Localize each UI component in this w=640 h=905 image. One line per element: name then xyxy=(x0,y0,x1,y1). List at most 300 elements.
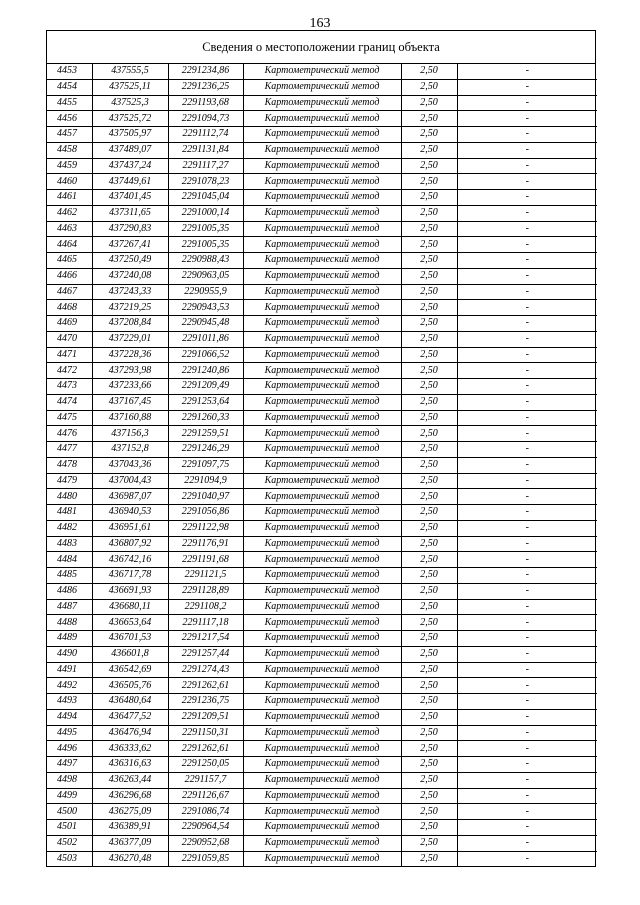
y-coordinate-cell: 2291086,74 xyxy=(168,804,243,820)
table-row xyxy=(47,851,597,866)
y-coordinate-cell: 2290952,68 xyxy=(168,835,243,851)
x-coordinate-cell: 436601,8 xyxy=(92,646,168,662)
y-coordinate-cell: 2291236,25 xyxy=(168,79,243,95)
y-coordinate-cell: 2291011,86 xyxy=(168,331,243,347)
x-coordinate-cell: 436987,07 xyxy=(92,489,168,505)
method-cell: Картометрический метод xyxy=(243,489,401,505)
accuracy-cell: 2,50 xyxy=(401,678,457,694)
x-coordinate-cell: 437525,3 xyxy=(92,95,168,111)
description-cell: - xyxy=(457,741,597,757)
method-cell: Картометрический метод xyxy=(243,678,401,694)
point-number-cell: 4483 xyxy=(47,536,92,552)
table-row xyxy=(47,442,597,458)
point-number-cell: 4492 xyxy=(47,678,92,694)
table-row xyxy=(47,631,597,647)
accuracy-cell: 2,50 xyxy=(401,190,457,206)
table-row xyxy=(47,804,597,820)
x-coordinate-cell: 437437,24 xyxy=(92,158,168,174)
coordinates-table-body xyxy=(47,64,597,866)
table-row xyxy=(47,662,597,678)
method-cell: Картометрический метод xyxy=(243,788,401,804)
y-coordinate-cell: 2291257,44 xyxy=(168,646,243,662)
x-coordinate-cell: 437525,72 xyxy=(92,111,168,127)
x-coordinate-cell: 436717,78 xyxy=(92,568,168,584)
x-coordinate-cell: 436742,16 xyxy=(92,552,168,568)
point-number-cell: 4469 xyxy=(47,316,92,332)
table-row xyxy=(47,694,597,710)
accuracy-cell: 2,50 xyxy=(401,158,457,174)
y-coordinate-cell: 2291150,31 xyxy=(168,725,243,741)
description-cell: - xyxy=(457,111,597,127)
description-cell: - xyxy=(457,709,597,725)
accuracy-cell: 2,50 xyxy=(401,79,457,95)
x-coordinate-cell: 437250,49 xyxy=(92,253,168,269)
x-coordinate-cell: 437229,01 xyxy=(92,331,168,347)
y-coordinate-cell: 2291250,05 xyxy=(168,757,243,773)
x-coordinate-cell: 437449,61 xyxy=(92,174,168,190)
point-number-cell: 4482 xyxy=(47,520,92,536)
table-row xyxy=(47,473,597,489)
x-coordinate-cell: 436701,53 xyxy=(92,631,168,647)
description-cell: - xyxy=(457,788,597,804)
point-number-cell: 4455 xyxy=(47,95,92,111)
method-cell: Картометрический метод xyxy=(243,379,401,395)
method-cell: Картометрический метод xyxy=(243,64,401,79)
method-cell: Картометрический метод xyxy=(243,568,401,584)
method-cell: Картометрический метод xyxy=(243,205,401,221)
table-row xyxy=(47,552,597,568)
table-row xyxy=(47,505,597,521)
method-cell: Картометрический метод xyxy=(243,394,401,410)
y-coordinate-cell: 2291246,29 xyxy=(168,442,243,458)
method-cell: Картометрический метод xyxy=(243,300,401,316)
description-cell: - xyxy=(457,347,597,363)
description-cell: - xyxy=(457,568,597,584)
x-coordinate-cell: 436270,48 xyxy=(92,851,168,866)
table-row xyxy=(47,174,597,190)
method-cell: Картометрический метод xyxy=(243,363,401,379)
description-cell: - xyxy=(457,64,597,79)
x-coordinate-cell: 437290,83 xyxy=(92,221,168,237)
accuracy-cell: 2,50 xyxy=(401,268,457,284)
y-coordinate-cell: 2290945,48 xyxy=(168,316,243,332)
method-cell: Картометрический метод xyxy=(243,316,401,332)
accuracy-cell: 2,50 xyxy=(401,473,457,489)
point-number-cell: 4458 xyxy=(47,142,92,158)
x-coordinate-cell: 437043,36 xyxy=(92,457,168,473)
point-number-cell: 4463 xyxy=(47,221,92,237)
description-cell: - xyxy=(457,79,597,95)
accuracy-cell: 2,50 xyxy=(401,741,457,757)
description-cell: - xyxy=(457,631,597,647)
description-cell: - xyxy=(457,442,597,458)
y-coordinate-cell: 2291262,61 xyxy=(168,741,243,757)
table-row xyxy=(47,568,597,584)
y-coordinate-cell: 2291157,7 xyxy=(168,772,243,788)
point-number-cell: 4474 xyxy=(47,394,92,410)
accuracy-cell: 2,50 xyxy=(401,599,457,615)
table-row xyxy=(47,142,597,158)
table-row xyxy=(47,489,597,505)
description-cell: - xyxy=(457,237,597,253)
point-number-cell: 4491 xyxy=(47,662,92,678)
table-row xyxy=(47,64,597,79)
description-cell: - xyxy=(457,552,597,568)
method-cell: Картометрический метод xyxy=(243,331,401,347)
y-coordinate-cell: 2291005,35 xyxy=(168,237,243,253)
description-cell: - xyxy=(457,331,597,347)
y-coordinate-cell: 2291094,73 xyxy=(168,111,243,127)
y-coordinate-cell: 2291191,68 xyxy=(168,552,243,568)
y-coordinate-cell: 2291253,64 xyxy=(168,394,243,410)
accuracy-cell: 2,50 xyxy=(401,347,457,363)
table-row xyxy=(47,237,597,253)
description-cell: - xyxy=(457,473,597,489)
description-cell: - xyxy=(457,662,597,678)
y-coordinate-cell: 2290943,53 xyxy=(168,300,243,316)
method-cell: Картометрический метод xyxy=(243,757,401,773)
method-cell: Картометрический метод xyxy=(243,536,401,552)
y-coordinate-cell: 2291117,27 xyxy=(168,158,243,174)
point-number-cell: 4467 xyxy=(47,284,92,300)
x-coordinate-cell: 437489,07 xyxy=(92,142,168,158)
y-coordinate-cell: 2291193,68 xyxy=(168,95,243,111)
description-cell: - xyxy=(457,457,597,473)
y-coordinate-cell: 2291122,98 xyxy=(168,520,243,536)
x-coordinate-cell: 436542,69 xyxy=(92,662,168,678)
accuracy-cell: 2,50 xyxy=(401,127,457,143)
point-number-cell: 4470 xyxy=(47,331,92,347)
description-cell: - xyxy=(457,363,597,379)
x-coordinate-cell: 437293,98 xyxy=(92,363,168,379)
table-row xyxy=(47,772,597,788)
method-cell: Картометрический метод xyxy=(243,142,401,158)
point-number-cell: 4488 xyxy=(47,615,92,631)
x-coordinate-cell: 436476,94 xyxy=(92,725,168,741)
method-cell: Картометрический метод xyxy=(243,442,401,458)
x-coordinate-cell: 436389,91 xyxy=(92,820,168,836)
x-coordinate-cell: 437208,84 xyxy=(92,316,168,332)
method-cell: Картометрический метод xyxy=(243,552,401,568)
point-number-cell: 4475 xyxy=(47,410,92,426)
method-cell: Картометрический метод xyxy=(243,426,401,442)
y-coordinate-cell: 2291121,5 xyxy=(168,568,243,584)
x-coordinate-cell: 436505,76 xyxy=(92,678,168,694)
x-coordinate-cell: 437505,97 xyxy=(92,127,168,143)
point-number-cell: 4481 xyxy=(47,505,92,521)
method-cell: Картометрический метод xyxy=(243,646,401,662)
table-row xyxy=(47,410,597,426)
method-cell: Картометрический метод xyxy=(243,410,401,426)
y-coordinate-cell: 2291176,91 xyxy=(168,536,243,552)
x-coordinate-cell: 436951,61 xyxy=(92,520,168,536)
description-cell: - xyxy=(457,127,597,143)
table-row xyxy=(47,835,597,851)
x-coordinate-cell: 437525,11 xyxy=(92,79,168,95)
x-coordinate-cell: 437401,45 xyxy=(92,190,168,206)
method-cell: Картометрический метод xyxy=(243,851,401,866)
description-cell: - xyxy=(457,316,597,332)
point-number-cell: 4462 xyxy=(47,205,92,221)
accuracy-cell: 2,50 xyxy=(401,631,457,647)
point-number-cell: 4477 xyxy=(47,442,92,458)
y-coordinate-cell: 2291078,23 xyxy=(168,174,243,190)
table-row xyxy=(47,300,597,316)
point-number-cell: 4496 xyxy=(47,741,92,757)
y-coordinate-cell: 2291274,43 xyxy=(168,662,243,678)
accuracy-cell: 2,50 xyxy=(401,316,457,332)
y-coordinate-cell: 2291000,14 xyxy=(168,205,243,221)
boundary-table-frame xyxy=(46,30,596,867)
x-coordinate-cell: 437267,41 xyxy=(92,237,168,253)
accuracy-cell: 2,50 xyxy=(401,583,457,599)
method-cell: Картометрический метод xyxy=(243,835,401,851)
method-cell: Картометрический метод xyxy=(243,457,401,473)
table-row xyxy=(47,615,597,631)
table-row xyxy=(47,268,597,284)
point-number-cell: 4490 xyxy=(47,646,92,662)
y-coordinate-cell: 2291059,85 xyxy=(168,851,243,866)
y-coordinate-cell: 2291126,67 xyxy=(168,788,243,804)
point-number-cell: 4457 xyxy=(47,127,92,143)
method-cell: Картометрический метод xyxy=(243,79,401,95)
method-cell: Картометрический метод xyxy=(243,95,401,111)
accuracy-cell: 2,50 xyxy=(401,221,457,237)
point-number-cell: 4472 xyxy=(47,363,92,379)
accuracy-cell: 2,50 xyxy=(401,505,457,521)
description-cell: - xyxy=(457,190,597,206)
accuracy-cell: 2,50 xyxy=(401,363,457,379)
x-coordinate-cell: 436691,93 xyxy=(92,583,168,599)
accuracy-cell: 2,50 xyxy=(401,174,457,190)
x-coordinate-cell: 436680,11 xyxy=(92,599,168,615)
description-cell: - xyxy=(457,536,597,552)
x-coordinate-cell: 436275,09 xyxy=(92,804,168,820)
description-cell: - xyxy=(457,520,597,536)
y-coordinate-cell: 2290964,54 xyxy=(168,820,243,836)
point-number-cell: 4459 xyxy=(47,158,92,174)
accuracy-cell: 2,50 xyxy=(401,757,457,773)
table-row xyxy=(47,190,597,206)
table-row xyxy=(47,394,597,410)
point-number-cell: 4476 xyxy=(47,426,92,442)
y-coordinate-cell: 2291217,54 xyxy=(168,631,243,647)
point-number-cell: 4453 xyxy=(47,64,92,79)
table-row xyxy=(47,205,597,221)
table-row xyxy=(47,678,597,694)
point-number-cell: 4498 xyxy=(47,772,92,788)
x-coordinate-cell: 436296,68 xyxy=(92,788,168,804)
point-number-cell: 4454 xyxy=(47,79,92,95)
table-row xyxy=(47,599,597,615)
x-coordinate-cell: 437004,43 xyxy=(92,473,168,489)
accuracy-cell: 2,50 xyxy=(401,426,457,442)
y-coordinate-cell: 2291066,52 xyxy=(168,347,243,363)
point-number-cell: 4499 xyxy=(47,788,92,804)
y-coordinate-cell: 2291259,51 xyxy=(168,426,243,442)
accuracy-cell: 2,50 xyxy=(401,410,457,426)
accuracy-cell: 2,50 xyxy=(401,804,457,820)
accuracy-cell: 2,50 xyxy=(401,457,457,473)
accuracy-cell: 2,50 xyxy=(401,237,457,253)
accuracy-cell: 2,50 xyxy=(401,489,457,505)
y-coordinate-cell: 2291234,86 xyxy=(168,64,243,79)
description-cell: - xyxy=(457,820,597,836)
point-number-cell: 4503 xyxy=(47,851,92,866)
description-cell: - xyxy=(457,158,597,174)
table-row xyxy=(47,253,597,269)
point-number-cell: 4466 xyxy=(47,268,92,284)
point-number-cell: 4461 xyxy=(47,190,92,206)
accuracy-cell: 2,50 xyxy=(401,615,457,631)
description-cell: - xyxy=(457,142,597,158)
x-coordinate-cell: 436377,09 xyxy=(92,835,168,851)
y-coordinate-cell: 2291045,04 xyxy=(168,190,243,206)
point-number-cell: 4468 xyxy=(47,300,92,316)
description-cell: - xyxy=(457,253,597,269)
method-cell: Картометрический метод xyxy=(243,158,401,174)
table-row xyxy=(47,520,597,536)
point-number-cell: 4480 xyxy=(47,489,92,505)
accuracy-cell: 2,50 xyxy=(401,725,457,741)
accuracy-cell: 2,50 xyxy=(401,379,457,395)
table-row xyxy=(47,221,597,237)
y-coordinate-cell: 2291056,86 xyxy=(168,505,243,521)
x-coordinate-cell: 437167,45 xyxy=(92,394,168,410)
method-cell: Картометрический метод xyxy=(243,741,401,757)
table-row xyxy=(47,757,597,773)
accuracy-cell: 2,50 xyxy=(401,284,457,300)
method-cell: Картометрический метод xyxy=(243,505,401,521)
table-row xyxy=(47,725,597,741)
method-cell: Картометрический метод xyxy=(243,709,401,725)
y-coordinate-cell: 2290955,9 xyxy=(168,284,243,300)
point-number-cell: 4484 xyxy=(47,552,92,568)
accuracy-cell: 2,50 xyxy=(401,142,457,158)
description-cell: - xyxy=(457,95,597,111)
method-cell: Картометрический метод xyxy=(243,190,401,206)
y-coordinate-cell: 2290963,05 xyxy=(168,268,243,284)
coordinates-table xyxy=(47,64,597,866)
x-coordinate-cell: 436807,92 xyxy=(92,536,168,552)
table-row xyxy=(47,583,597,599)
description-cell: - xyxy=(457,394,597,410)
table-row xyxy=(47,79,597,95)
y-coordinate-cell: 2291240,86 xyxy=(168,363,243,379)
point-number-cell: 4460 xyxy=(47,174,92,190)
x-coordinate-cell: 437160,88 xyxy=(92,410,168,426)
y-coordinate-cell: 2291094,9 xyxy=(168,473,243,489)
accuracy-cell: 2,50 xyxy=(401,788,457,804)
description-cell: - xyxy=(457,646,597,662)
y-coordinate-cell: 2291128,89 xyxy=(168,583,243,599)
point-number-cell: 4478 xyxy=(47,457,92,473)
method-cell: Картометрический метод xyxy=(243,615,401,631)
point-number-cell: 4495 xyxy=(47,725,92,741)
accuracy-cell: 2,50 xyxy=(401,552,457,568)
y-coordinate-cell: 2291236,75 xyxy=(168,694,243,710)
description-cell: - xyxy=(457,379,597,395)
x-coordinate-cell: 436940,53 xyxy=(92,505,168,521)
description-cell: - xyxy=(457,284,597,300)
method-cell: Картометрический метод xyxy=(243,694,401,710)
accuracy-cell: 2,50 xyxy=(401,520,457,536)
accuracy-cell: 2,50 xyxy=(401,568,457,584)
description-cell: - xyxy=(457,505,597,521)
x-coordinate-cell: 436263,44 xyxy=(92,772,168,788)
description-cell: - xyxy=(457,835,597,851)
y-coordinate-cell: 2291262,61 xyxy=(168,678,243,694)
x-coordinate-cell: 437152,8 xyxy=(92,442,168,458)
accuracy-cell: 2,50 xyxy=(401,95,457,111)
method-cell: Картометрический метод xyxy=(243,473,401,489)
table-row xyxy=(47,331,597,347)
table-row xyxy=(47,646,597,662)
method-cell: Картометрический метод xyxy=(243,662,401,678)
point-number-cell: 4501 xyxy=(47,820,92,836)
y-coordinate-cell: 2291260,33 xyxy=(168,410,243,426)
method-cell: Картометрический метод xyxy=(243,631,401,647)
accuracy-cell: 2,50 xyxy=(401,64,457,79)
description-cell: - xyxy=(457,221,597,237)
table-row xyxy=(47,820,597,836)
point-number-cell: 4465 xyxy=(47,253,92,269)
accuracy-cell: 2,50 xyxy=(401,536,457,552)
description-cell: - xyxy=(457,725,597,741)
table-row xyxy=(47,536,597,552)
method-cell: Картометрический метод xyxy=(243,583,401,599)
description-cell: - xyxy=(457,804,597,820)
table-row xyxy=(47,111,597,127)
x-coordinate-cell: 436477,52 xyxy=(92,709,168,725)
table-row xyxy=(47,284,597,300)
method-cell: Картометрический метод xyxy=(243,284,401,300)
accuracy-cell: 2,50 xyxy=(401,662,457,678)
y-coordinate-cell: 2290988,43 xyxy=(168,253,243,269)
x-coordinate-cell: 436316,63 xyxy=(92,757,168,773)
x-coordinate-cell: 437228,36 xyxy=(92,347,168,363)
description-cell: - xyxy=(457,851,597,866)
method-cell: Картометрический метод xyxy=(243,221,401,237)
y-coordinate-cell: 2291097,75 xyxy=(168,457,243,473)
x-coordinate-cell: 437219,25 xyxy=(92,300,168,316)
description-cell: - xyxy=(457,410,597,426)
point-number-cell: 4485 xyxy=(47,568,92,584)
accuracy-cell: 2,50 xyxy=(401,111,457,127)
point-number-cell: 4493 xyxy=(47,694,92,710)
description-cell: - xyxy=(457,205,597,221)
point-number-cell: 4464 xyxy=(47,237,92,253)
accuracy-cell: 2,50 xyxy=(401,820,457,836)
method-cell: Картометрический метод xyxy=(243,820,401,836)
y-coordinate-cell: 2291040,97 xyxy=(168,489,243,505)
method-cell: Картометрический метод xyxy=(243,599,401,615)
x-coordinate-cell: 436653,64 xyxy=(92,615,168,631)
point-number-cell: 4500 xyxy=(47,804,92,820)
table-row xyxy=(47,316,597,332)
description-cell: - xyxy=(457,615,597,631)
point-number-cell: 4486 xyxy=(47,583,92,599)
y-coordinate-cell: 2291005,35 xyxy=(168,221,243,237)
y-coordinate-cell: 2291112,74 xyxy=(168,127,243,143)
x-coordinate-cell: 437243,33 xyxy=(92,284,168,300)
method-cell: Картометрический метод xyxy=(243,520,401,536)
accuracy-cell: 2,50 xyxy=(401,694,457,710)
method-cell: Картометрический метод xyxy=(243,111,401,127)
description-cell: - xyxy=(457,583,597,599)
y-coordinate-cell: 2291108,2 xyxy=(168,599,243,615)
x-coordinate-cell: 437555,5 xyxy=(92,64,168,79)
